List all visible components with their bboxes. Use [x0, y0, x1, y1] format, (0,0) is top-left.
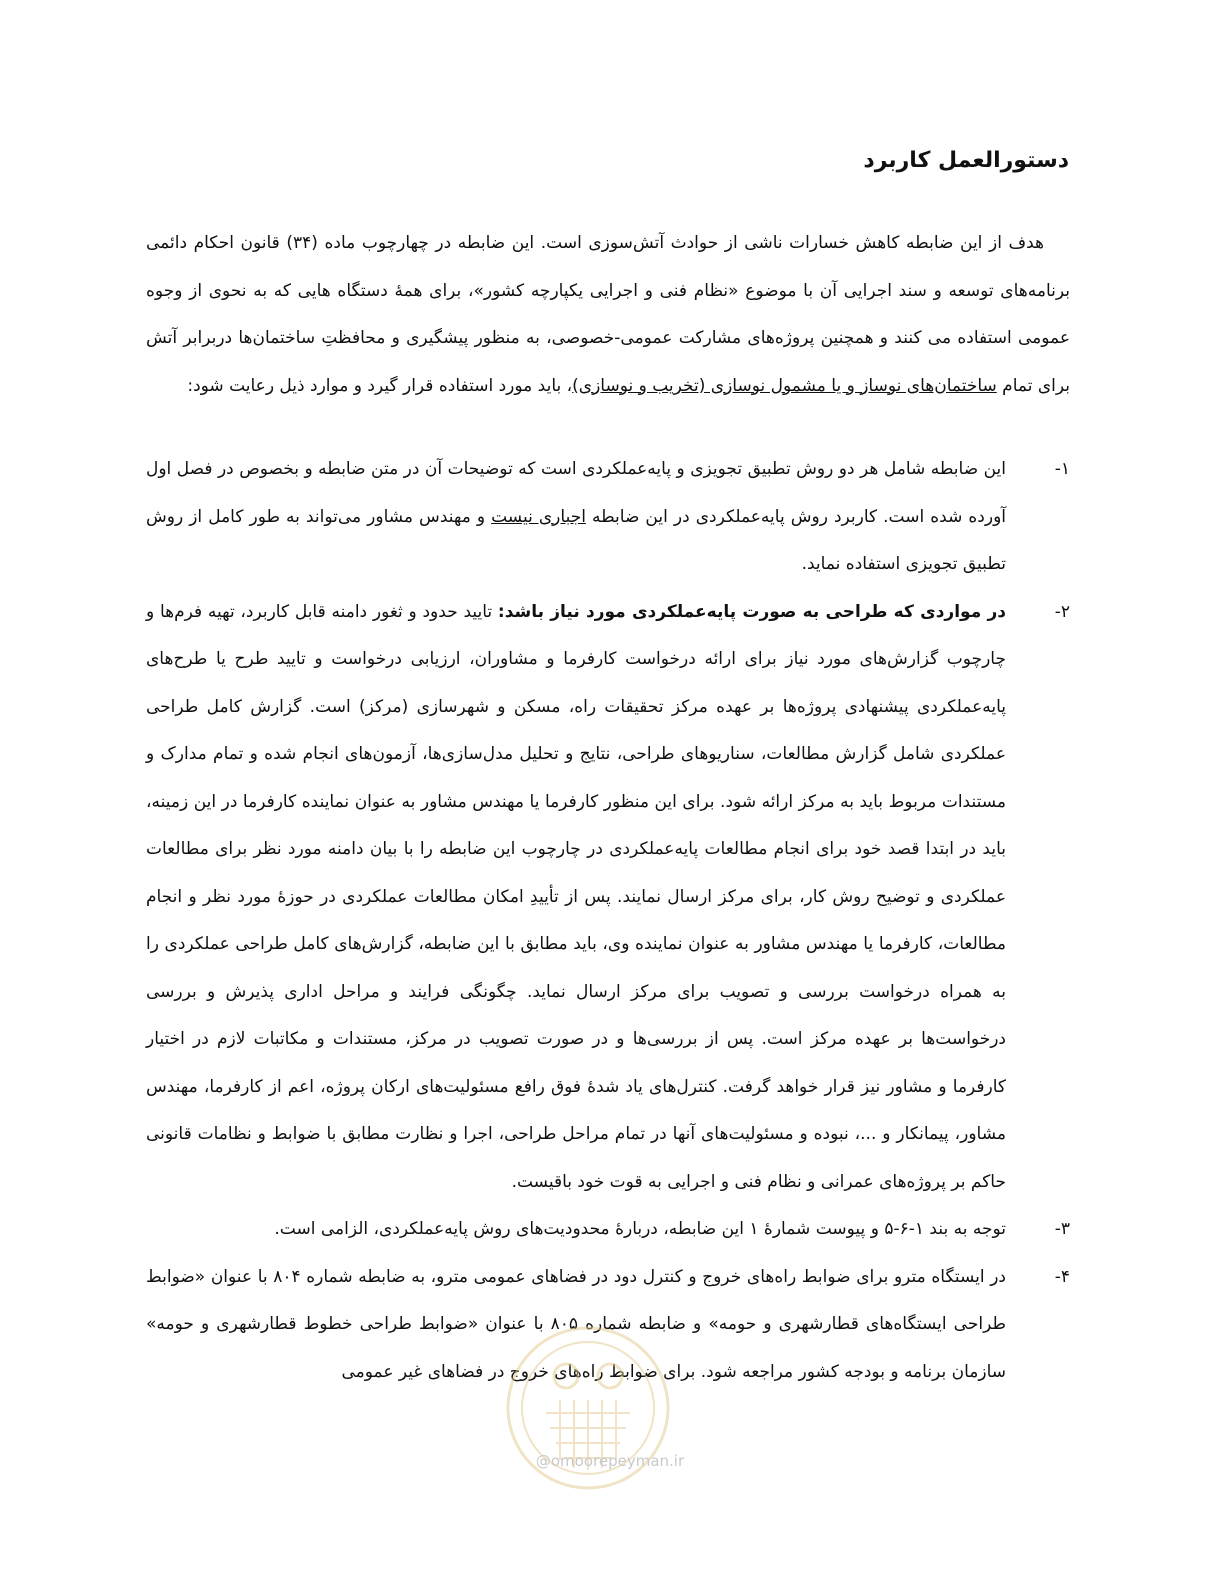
list-item-number: ۲- [1054, 601, 1070, 622]
watermark-gear-icon-2 [598, 1364, 622, 1388]
list-item-body [146, 446, 1006, 589]
list-item-body: در ایستگاه مترو برای ضوابط راه‌های خروج و کنترل دود در فضاهای عمومی مترو، به ضابطه شماره ۸۰۴ با عنوان «ضوابط طراحی ایستگاه‌های قطارشهری و حومه» و ضابطه شماره ۸۰۵ با عنوان «ضوابط طراحی خطوط قطارشهری و حومه» سازمان برنامه و بودجه کشور مراجعه شود. برای ضوابط راه‌های خروج در فضاهای غیر عمومی [146, 1266, 1006, 1382]
list-item-body [146, 589, 1006, 1207]
list-item-1 [146, 446, 1070, 589]
numbered-list [146, 446, 1070, 1396]
item-1-underlined-text: اجباری نیست [491, 506, 586, 527]
list-item-3 [146, 1206, 1070, 1254]
item-1-text-part1: این ضابطه شامل هر دو روش تطبیق تجویزی و پایه‌عملکردی است که توضیحات آن در متن ضابطه و بخصوص در فصل اول آورده شده است. کاربرد روش پایه‌عملکردی در این ضابطه [146, 459, 1006, 527]
watermark-logo [498, 1318, 678, 1498]
list-item-body: توجه به بند ۱-۶-۵ و پیوست شمارهٔ ۱ این ضابطه، دربارهٔ محدودیت‌های روش پایه‌عملکردی، الزامی است. [274, 1219, 1006, 1239]
list-item-number: ۴- [1054, 1266, 1070, 1287]
page-heading: دستورالعمل کاربرد [863, 148, 1069, 173]
intro-underlined-text: ساختمان‌های نوساز و یا مشمول نوسازی (تخریب و نوسازی) [572, 375, 997, 396]
item-2-text: تایید حدود و ثغور دامنه قابل کاربرد، تهیه فرم‌ها و چارچوب گزارش‌های مورد نیاز برای ارائه درخواست کارفرما و مشاوران، ارزیابی درخواست و تایید طرح یا طرح‌های پایه‌عملکردی پیشنهادی پروژه‌ها بر عهده مرکز تحقیقات راه، مسکن و شهرسازی (مرکز) است. گزارش کامل طراحی عملکردی شامل گزارش مطالعات، سناریوهای طراحی، نتایج و تحلیل مدل‌سازی‌ها، آزمون‌های انجام شده و تمام مدارک و مستندات مربوط باید به مرکز ارائه شود. برای این منظور کارفرما یا مهندس مشاور به عنوان نماینده کارفرما در این زمینه، باید در ابتدا قصد خود برای انجام مطالعات پایه‌عملکردی در چارچوب این ضابطه را با بیان دامنه مورد نظر برای مطالعات عملکردی و توضیح روش کار، برای مرکز ارسال نمایند. پس از تأییدِ امکان مطالعات عملکردی در حوزهٔ مورد نظر و انجام مطالعات، کارفرما یا مهندس مشاور به عنوان نماینده وی، باید مطابق با این ضابطه، گزارش‌های کامل طراحی عملکردی را به همراه درخواست بررسی و تصویب برای مرکز ارسال نماید. چگونگی فرایند و مراحل اداری پذیرش و بررسی درخواست‌ها بر عهده مرکز است. پس از بررسی‌ها و در صورت تصویب در مرکز، مستندات و مکاتبات لازم در اختیار کارفرما و مشاور نیز قرار خواهد گرفت. کنترل‌های یاد شدهٔ فوق رافع مسئولیت‌های ارکان پروژه، اعم از کارفرما، مهندس مشاور، پیمانکار و ...، نبوده و مسئولیت‌های آنها در تمام مراحل طراحی، اجرا و نظارت مطابق با ضوابط و نظامات قانونی حاکم بر پروژه‌های عمرانی و نظام فنی و اجرایی به قوت خود باقیست. [146, 601, 1006, 1192]
list-item-2 [146, 589, 1070, 1207]
intro-text-part2: ، باید مورد استفاده قرار گیرد و موارد ذیل رعایت شود: [187, 375, 573, 396]
list-item-number: ۱- [1054, 459, 1070, 479]
watermark-gear-icon [554, 1364, 578, 1388]
intro-paragraph [146, 220, 1070, 410]
watermark-url: @omoorepeyman.ir [535, 1452, 685, 1470]
item-1-text-part2: و مهندس مشاور می‌تواند به طور کامل از روش تطبیق تجویزی استفاده نماید. [146, 506, 1006, 574]
intro-text-part1: هدف از این ضابطه کاهش خسارات ناشی از حوادث آتش‌سوزی است. این ضابطه در چهارچوب ماده (۳۴) قانون احکام دائمی برنامه‌های توسعه و سند اجرایی آن با موضوع «نظام فنی و اجرایی یکپارچه کشور»، برای همهٔ دستگاه هایی که به نحوی از وجوه عمومی استفاده می کنند و همچنین پروژه‌های مشارکت عمومی-خصوصی، به منظور پیشگیری و محافظتِ ساختمان‌ها دربرابر آتش برای تمام [146, 233, 1070, 396]
list-item-number: ۳- [1054, 1219, 1070, 1239]
item-2-bold-lead: در مواردی که طراحی به صورت پایه‌عملکردی مورد نیاز باشد: [497, 601, 1007, 622]
